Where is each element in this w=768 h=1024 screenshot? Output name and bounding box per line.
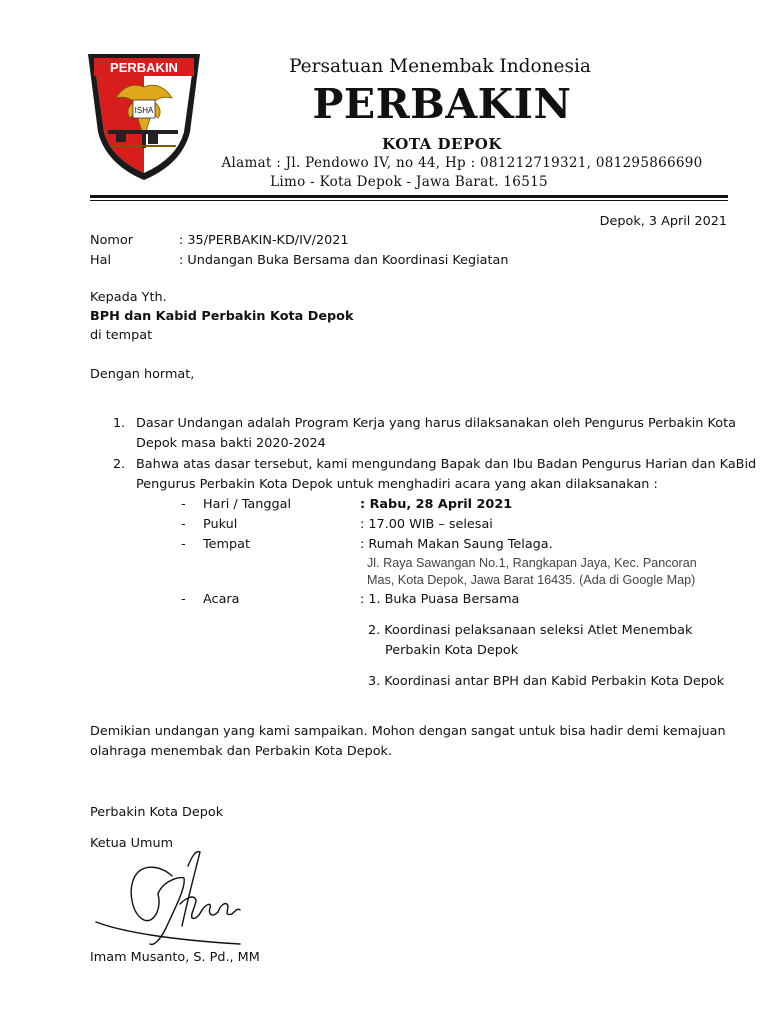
detail-dash: - bbox=[181, 517, 186, 532]
header-rule-thin bbox=[90, 200, 728, 201]
logo-text: PERBAKIN bbox=[110, 60, 178, 75]
letterhead-title: PERBAKIN bbox=[312, 80, 572, 128]
tempat-address-line-2: Mas, Kota Depok, Jawa Barat 16435. (Ada di Google Map) bbox=[367, 573, 696, 587]
header-rule-thick bbox=[90, 195, 728, 198]
point-line: Depok masa bakti 2020-2024 bbox=[136, 436, 326, 451]
org-name: Persatuan Menembak Indonesia bbox=[289, 56, 591, 77]
handwritten-signature bbox=[92, 848, 262, 964]
detail-value: : Rumah Makan Saung Telaga. bbox=[360, 537, 553, 552]
detail-dash: - bbox=[181, 497, 186, 512]
detail-label: Hari / Tanggal bbox=[203, 497, 292, 512]
address-line-2: Limo - Kota Depok - Jawa Barat. 16515 bbox=[270, 174, 548, 190]
tempat-address-line-1: Jl. Raya Sawangan No.1, Rangkapan Jaya, Kec. Pancoran bbox=[367, 556, 697, 570]
nomor-value: : 35/PERBAKIN-KD/IV/2021 bbox=[179, 233, 349, 248]
letter-date: Depok, 3 April 2021 bbox=[599, 214, 727, 229]
acara-item-2-line-1: 2. Koordinasi pelaksanaan seleksi Atlet Menembak bbox=[368, 623, 693, 638]
detail-label: Acara bbox=[203, 592, 240, 607]
point-line: Bahwa atas dasar tersebut, kami mengundang Bapak dan Ibu Badan Pengurus Harian dan KaBid bbox=[136, 457, 757, 472]
point-number: 2. bbox=[113, 457, 126, 472]
signature-title: Ketua Umum bbox=[90, 836, 174, 851]
point-line: Pengurus Perbakin Kota Depok untuk menghadiri acara yang akan dilaksanakan : bbox=[136, 477, 658, 492]
detail-label: Tempat bbox=[203, 537, 250, 552]
detail-value: : 1. Buka Puasa Bersama bbox=[360, 592, 520, 607]
recipient-line-3: di tempat bbox=[90, 328, 153, 343]
recipient-line-2: BPH dan Kabid Perbakin Kota Depok bbox=[90, 309, 354, 324]
signature-org: Perbakin Kota Depok bbox=[90, 805, 224, 820]
detail-label: Pukul bbox=[203, 517, 238, 532]
hal-value: : Undangan Buka Bersama dan Koordinasi Kegiatan bbox=[179, 253, 509, 268]
point-line: Dasar Undangan adalah Program Kerja yang harus dilaksanakan oleh Pengurus Perbakin Kota bbox=[136, 416, 736, 431]
closing-line-2: olahraga menembak dan Perbakin Kota Depok. bbox=[90, 744, 393, 759]
hal-label: Hal bbox=[90, 253, 112, 268]
detail-dash: - bbox=[181, 592, 186, 607]
recipient-line-1: Kepada Yth. bbox=[90, 290, 167, 305]
closing-line-1: Demikian undangan yang kami sampaikan. Mohon dengan sangat untuk bisa hadir demi kemajuan bbox=[90, 724, 726, 739]
detail-value: : 17.00 WIB – selesai bbox=[360, 517, 493, 532]
signature-name: Imam Musanto, S. Pd., MM bbox=[90, 950, 260, 965]
detail-dash: - bbox=[181, 537, 186, 552]
detail-value: : Rabu, 28 April 2021 bbox=[360, 497, 513, 512]
address-line-1: Alamat : Jl. Pendowo IV, no 44, Hp : 081212719321, 081295866690 bbox=[221, 155, 703, 171]
greeting: Dengan hormat, bbox=[90, 367, 195, 382]
acara-item-3: 3. Koordinasi antar BPH dan Kabid Perbakin Kota Depok bbox=[368, 674, 725, 689]
letterhead-city: KOTA DEPOK bbox=[382, 135, 502, 153]
logo-shield-text: ISHA bbox=[134, 106, 154, 115]
nomor-label: Nomor bbox=[90, 233, 133, 248]
acara-item-2-line-2: Perbakin Kota Depok bbox=[385, 643, 519, 658]
point-number: 1. bbox=[113, 416, 126, 431]
